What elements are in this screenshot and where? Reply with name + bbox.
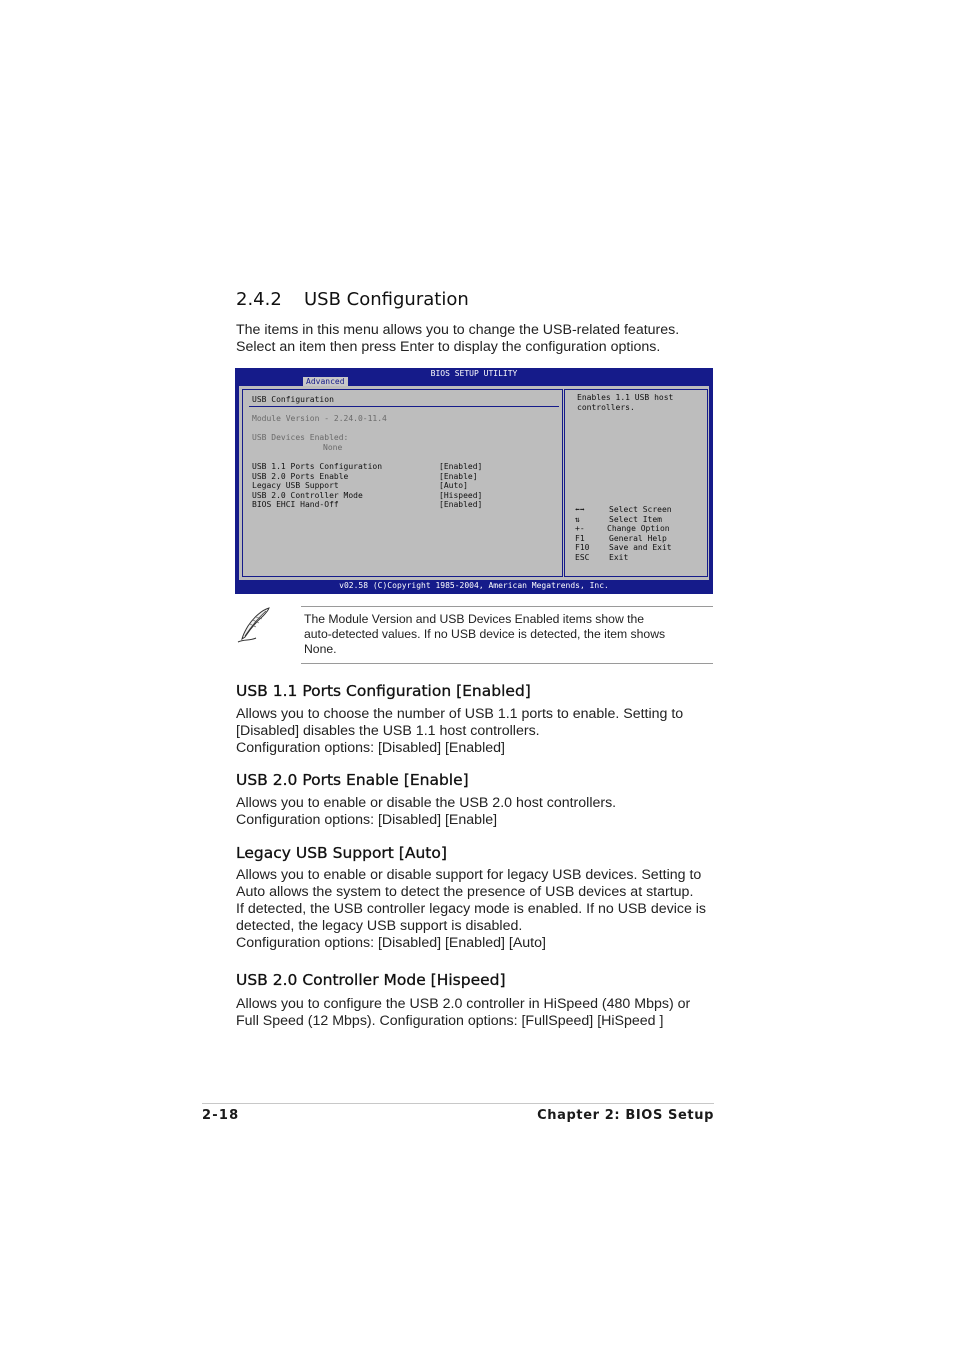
bios-key-label: +- (575, 524, 585, 534)
bios-key-action: Exit (609, 552, 629, 562)
body-line: Auto allows the system to detect the presence of USB devices at startup. (236, 884, 694, 900)
page-number: 2-18 (202, 1108, 240, 1123)
bios-help-pane (564, 389, 708, 577)
intro-line: Select an item then press Enter to display the configuration options. (236, 339, 661, 355)
note-line: None. (304, 642, 337, 656)
bios-topbar (235, 368, 713, 386)
note-line: auto-detected values. If no USB device is detected, the item shows (304, 627, 666, 641)
bios-item-value: [Hispeed] (439, 490, 483, 500)
subsection-body (236, 996, 690, 1030)
subsection-heading: Legacy USB Support [Auto] (236, 844, 447, 862)
left-right-arrows-icon: ⬅➡ (575, 505, 585, 514)
bios-item-label: BIOS EHCI Hand-Off (252, 500, 339, 510)
bios-item-label: USB 2.0 Ports Enable (252, 471, 349, 481)
note-top-rule (301, 606, 713, 607)
body-line: detected, the legacy USB support is disabled. (236, 918, 523, 934)
bios-screenshot (235, 368, 713, 594)
body-line: Configuration options: [Disabled] [Enable] (236, 812, 498, 828)
bios-item[interactable] (252, 491, 482, 501)
chapter-title: Chapter 2: BIOS Setup (537, 1108, 714, 1123)
bios-title: BIOS SETUP UTILITY (430, 369, 518, 378)
section-number: 2.4.2 (236, 289, 282, 310)
subsection-body (236, 867, 706, 952)
bios-key-action: Select Screen (609, 505, 672, 514)
bios-item[interactable] (252, 481, 482, 491)
body-line: Allows you to configure the USB 2.0 controller in HiSpeed (480 Mbps) or (236, 996, 691, 1012)
bios-item-value: [Enabled] (439, 462, 483, 471)
body-line: Allows you to choose the number of USB 1.1 ports to enable. Setting to (236, 706, 684, 722)
bios-panel (239, 386, 709, 580)
bios-devices-label: USB Devices Enabled: (252, 433, 349, 442)
bios-key-row (575, 524, 672, 534)
body-line: Allows you to enable or disable the USB 2.0 host controllers. (236, 795, 617, 811)
body-line: [Disabled] disables the USB 1.1 host controllers. (236, 723, 540, 739)
note-text (304, 612, 704, 657)
bios-devices-value: None (323, 443, 343, 452)
bios-item[interactable] (252, 500, 482, 510)
bios-help-line: Enables 1.1 USB host (577, 393, 674, 402)
subsection-heading: USB 2.0 Controller Mode [Hispeed] (236, 971, 506, 989)
body-line: Full Speed (12 Mbps). Configuration options: [FullSpeed] [HiSpeed ] (236, 1013, 664, 1029)
bios-key-row (575, 534, 672, 544)
bios-item[interactable] (252, 462, 482, 472)
bios-key-row (575, 543, 672, 553)
bios-key-action: Change Option (607, 524, 670, 534)
bios-menu-pane (242, 389, 563, 577)
subsection-body (236, 795, 616, 829)
bios-item-label: USB 1.1 Ports Configuration (252, 462, 383, 471)
bios-menu-divider (249, 406, 559, 407)
body-line: Configuration options: [Disabled] [Enabled] [Auto] (236, 935, 546, 951)
bios-item-label: USB 2.0 Controller Mode (252, 490, 363, 500)
bios-item-value: [Enabled] (439, 500, 483, 510)
bios-item-list (252, 462, 482, 510)
bios-key-action: Select Item (609, 514, 662, 524)
bios-key-label: ESC (575, 552, 590, 562)
bios-key-row (575, 553, 672, 563)
subsection-heading: USB 1.1 Ports Configuration [Enabled] (236, 682, 531, 700)
bios-item-value: [Enable] (439, 471, 478, 481)
bios-key-row (575, 505, 672, 515)
body-line: Configuration options: [Disabled] [Enabled] (236, 740, 505, 756)
bios-copyright: v02.58 (C)Copyright 1985-2004, American Megatrends, Inc. (339, 581, 609, 590)
bios-key-action: Save and Exit (609, 543, 672, 553)
up-down-arrows-icon: ⇅ (575, 514, 580, 524)
intro-line: The items in this menu allows you to change the USB-related features. (236, 322, 680, 338)
bios-menu-title: USB Configuration (252, 395, 334, 404)
section-title: USB Configuration (304, 289, 469, 310)
note-line: The Module Version and USB Devices Enabled items show the (304, 612, 645, 626)
bios-key-legend (575, 505, 672, 563)
bios-tab-advanced[interactable]: Advanced (303, 377, 348, 386)
bios-item-value: [Auto] (439, 481, 468, 491)
note-pen-icon (236, 606, 272, 644)
footer-rule (202, 1103, 714, 1104)
bios-help-text (577, 393, 673, 412)
note-bottom-rule (301, 663, 713, 664)
bios-key-label: F1 (575, 533, 585, 543)
bios-item-label: Legacy USB Support (252, 481, 339, 491)
bios-help-line: controllers. (577, 402, 635, 412)
bios-item[interactable] (252, 472, 482, 482)
bios-key-label: F10 (575, 543, 590, 553)
bios-key-action: General Help (609, 533, 667, 543)
intro-paragraph (236, 322, 679, 356)
body-line: If detected, the USB controller legacy mode is enabled. If no USB device is (236, 901, 707, 917)
bios-module-version: Module Version - 2.24.0-11.4 (252, 414, 387, 423)
section-heading (236, 289, 469, 310)
subsection-heading: USB 2.0 Ports Enable [Enable] (236, 771, 469, 789)
body-line: Allows you to enable or disable support for legacy USB devices. Setting to (236, 867, 702, 883)
bios-key-row (575, 515, 672, 525)
subsection-body (236, 706, 683, 757)
